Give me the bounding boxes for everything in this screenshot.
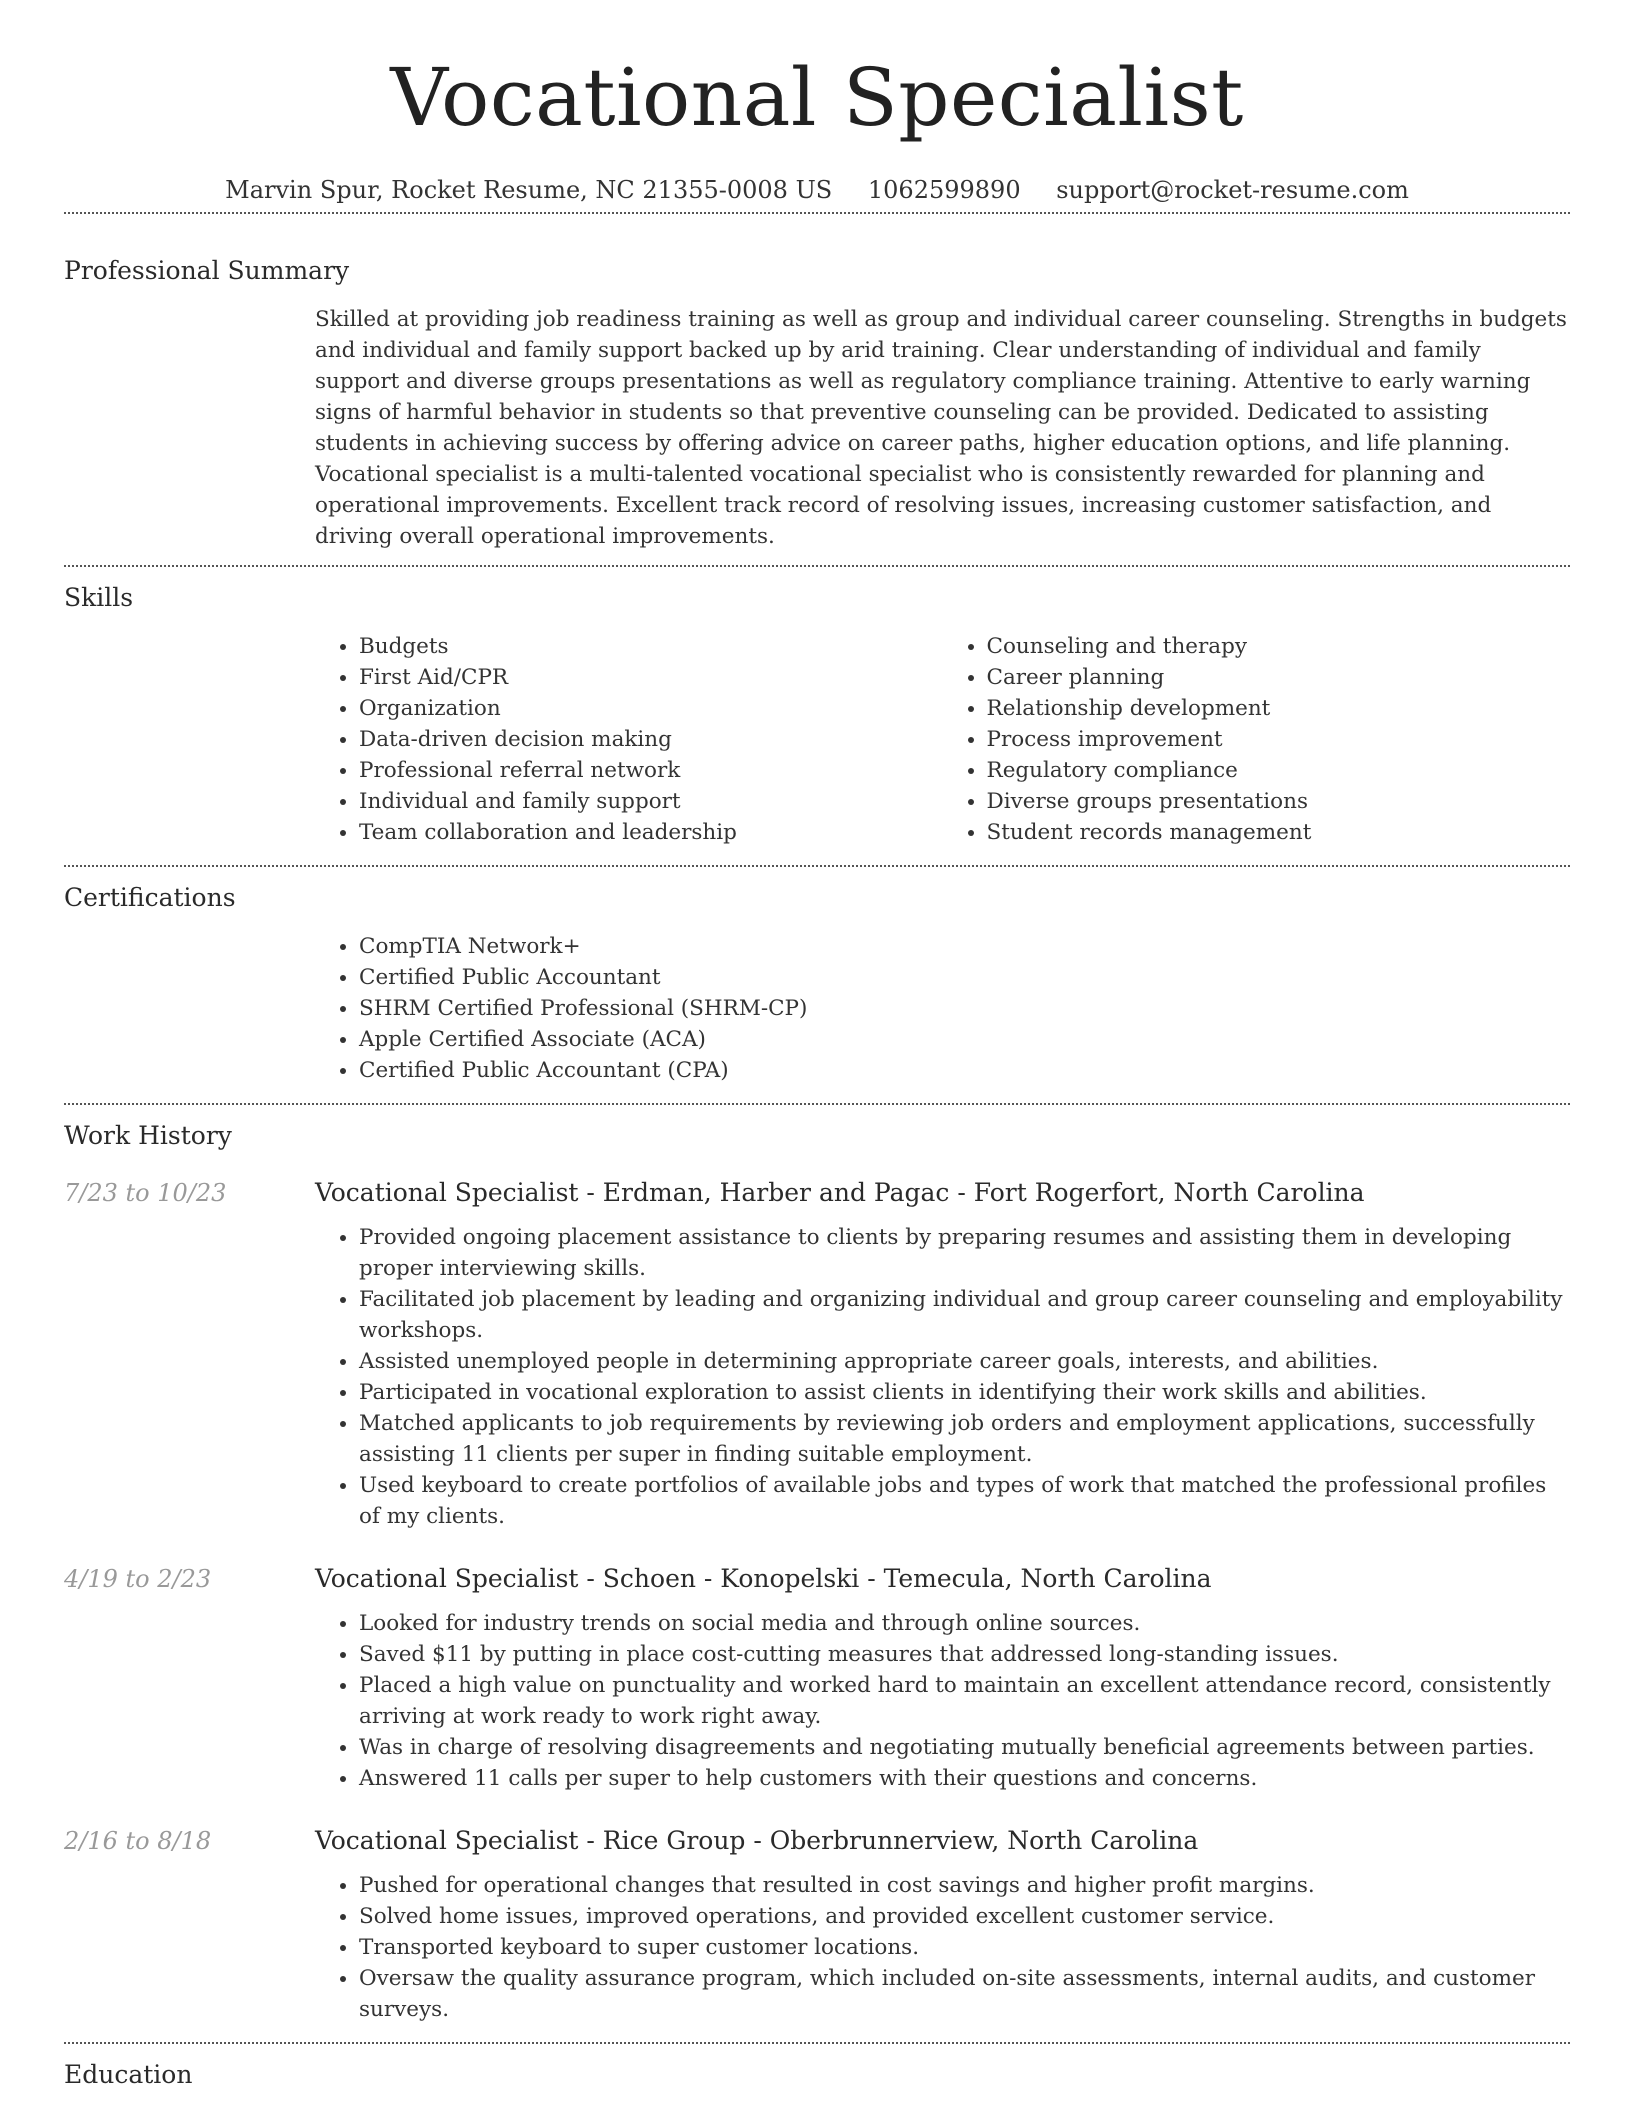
- contact-line: [64, 176, 1570, 208]
- skills-list-right: [943, 631, 1571, 848]
- certification-item: • CompTIA Network+: [359, 931, 1570, 962]
- skill-item: • Team collaboration and leadership: [359, 817, 943, 848]
- job-bullets: [315, 1222, 1570, 1532]
- skill-item: • Relationship development: [987, 693, 1571, 724]
- skills-columns: [315, 631, 1570, 848]
- education-title: Education: [64, 2060, 193, 2089]
- skill-item: • Data-driven decision making: [359, 724, 943, 755]
- skill-item: • Diverse groups presentations: [987, 786, 1571, 817]
- job-header: [64, 1562, 1570, 1596]
- job-bullet: • Pushed for operational changes that resulted in cost savings and higher profit margins.: [359, 1870, 1570, 1901]
- contact-address: Marvin Spur, Rocket Resume, NC 21355-0008 US: [225, 176, 833, 204]
- education-section: [64, 2044, 1570, 2089]
- skills-section: [64, 567, 1570, 848]
- certification-item: • Certified Public Accountant (CPA): [359, 1055, 1570, 1086]
- job-bullets: [315, 1870, 1570, 2025]
- job-title: Vocational Specialist - Erdman, Harber and Pagac - Fort Rogerfort, North Carolina: [315, 1178, 1365, 1207]
- certifications-title: Certifications: [64, 883, 236, 912]
- skills-title: Skills: [64, 583, 134, 612]
- job-bullet: • Participated in vocational exploration to assist clients in identifying their work skills and abilities.: [359, 1377, 1570, 1408]
- job-title: Vocational Specialist - Schoen - Konopelski - Temecula, North Carolina: [315, 1564, 1212, 1593]
- job-entry: [64, 1824, 1570, 2025]
- work-history-title: Work History: [64, 1121, 232, 1150]
- job-bullet: • Answered 11 calls per super to help customers with their questions and concerns.: [359, 1763, 1570, 1794]
- work-history-section: [64, 1105, 1570, 2025]
- summary-text: Skilled at providing job readiness training as well as group and individual career counseling. Strengths in budgets and individual and family support backed up by arid training. Clear understanding of individual and family support and diverse groups presentations as well as regulatory compliance training. Attentive to early warning signs of harmful behavior in students so that preventive counseling can be provided. Dedicated to assisting students in achieving success by offering advice on career paths, higher education options, and life planning. Vocational specialist is a multi-talented vocational specialist who is consistently rewarded for planning and operational improvements. Excellent track record of resolving issues, increasing customer satisfaction, and driving overall operational improvements.: [315, 307, 1567, 549]
- job-bullet: • Assisted unemployed people in determining appropriate career goals, interests, and abilities.: [359, 1346, 1570, 1377]
- job-header: [64, 1176, 1570, 1210]
- job-bullet: • Oversaw the quality assurance program, which included on-site assessments, internal audits, and customer surveys.: [359, 1963, 1570, 2025]
- job-title: Vocational Specialist - Rice Group - Oberbrunnerview, North Carolina: [315, 1826, 1199, 1855]
- job-bullet: • Transported keyboard to super customer locations.: [359, 1932, 1570, 1963]
- resume-page: [64, 0, 1570, 2089]
- contact-phone: 1062599890: [867, 176, 1021, 204]
- certification-item: • Certified Public Accountant: [359, 962, 1570, 993]
- skill-item: • Budgets: [359, 631, 943, 662]
- skill-item: • First Aid/CPR: [359, 662, 943, 693]
- skill-item: • Organization: [359, 693, 943, 724]
- certification-item: • SHRM Certified Professional (SHRM-CP): [359, 993, 1570, 1024]
- job-bullet: • Used keyboard to create portfolios of available jobs and types of work that matched the professional profiles of my clients.: [359, 1470, 1570, 1532]
- contact-email[interactable]: support@rocket-resume.com: [1056, 176, 1409, 204]
- job-dates: 4/19 to 2/23: [64, 1565, 212, 1593]
- job-bullet: • Placed a high value on punctuality and worked hard to maintain an excellent attendance record, consistently arriving at work ready to work right away.: [359, 1670, 1570, 1732]
- job-bullet: • Looked for industry trends on social media and through online sources.: [359, 1608, 1570, 1639]
- job-bullet: • Was in charge of resolving disagreements and negotiating mutually beneficial agreements between parties.: [359, 1732, 1570, 1763]
- job-bullet: • Facilitated job placement by leading and organizing individual and group career counseling and employability workshops.: [359, 1284, 1570, 1346]
- job-bullet: • Provided ongoing placement assistance to clients by preparing resumes and assisting them in developing proper interviewing skills.: [359, 1222, 1570, 1284]
- skill-item: • Career planning: [987, 662, 1571, 693]
- job-dates: 7/23 to 10/23: [64, 1179, 227, 1207]
- certifications-list: [315, 931, 1570, 1086]
- certifications-content: [315, 931, 1570, 1086]
- skill-item: • Student records management: [987, 817, 1571, 848]
- certifications-section: [64, 867, 1570, 1086]
- certification-item: • Apple Certified Associate (ACA): [359, 1024, 1570, 1055]
- job-entry: [64, 1176, 1570, 1532]
- summary-title: Professional Summary: [64, 256, 350, 285]
- job-bullets: [315, 1608, 1570, 1794]
- skill-item: • Regulatory compliance: [987, 755, 1571, 786]
- job-dates: 2/16 to 8/18: [64, 1827, 212, 1855]
- job-bullet: • Saved $11 by putting in place cost-cutting measures that addressed long-standing issues.: [359, 1639, 1570, 1670]
- summary-section: [64, 214, 1570, 552]
- jobs-container: [64, 1176, 1570, 2025]
- skills-list-left: [315, 631, 943, 848]
- skill-item: • Individual and family support: [359, 786, 943, 817]
- skill-item: • Process improvement: [987, 724, 1571, 755]
- skill-item: • Professional referral network: [359, 755, 943, 786]
- resume-name: Vocational Specialist: [390, 51, 1244, 144]
- job-entry: [64, 1562, 1570, 1794]
- job-header: [64, 1824, 1570, 1858]
- job-bullet: • Matched applicants to job requirements by reviewing job orders and employment applications, successfully assisting 11 clients per super in finding suitable employment.: [359, 1408, 1570, 1470]
- job-bullet: • Solved home issues, improved operations, and provided excellent customer service.: [359, 1901, 1570, 1932]
- skill-item: • Counseling and therapy: [987, 631, 1571, 662]
